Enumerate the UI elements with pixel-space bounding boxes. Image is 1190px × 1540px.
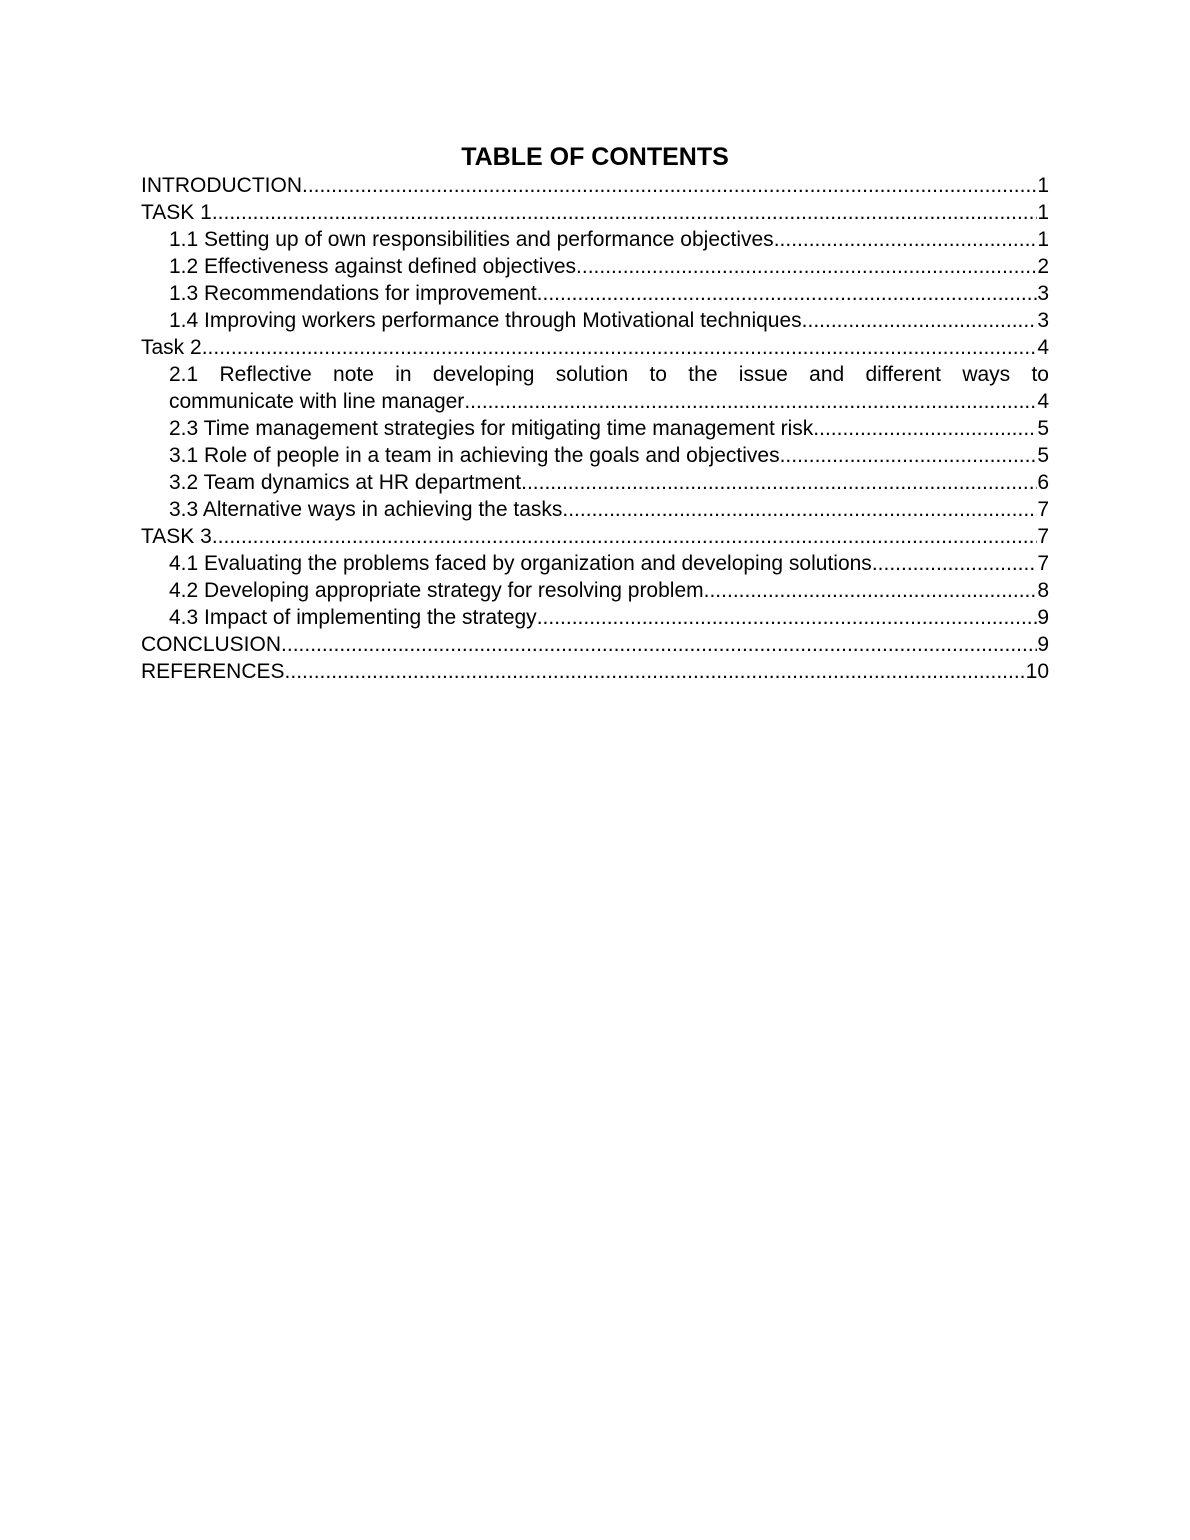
toc-dot-leader: [212, 199, 1038, 226]
toc-dot-leader: [562, 496, 1037, 523]
toc-entry-label: CONCLUSION: [141, 633, 282, 656]
toc-page-number: 8: [1037, 579, 1049, 602]
toc-entry-label-line-1: [169, 361, 1049, 388]
toc-entry-task-3[interactable]: [141, 523, 1049, 550]
toc-entry-label: 4.2 Developing appropriate strategy for resolving problem: [169, 579, 704, 602]
toc-page-number: 5: [1037, 417, 1049, 440]
toc-dot-leader: [774, 226, 1038, 253]
toc-dot-leader: [780, 442, 1038, 469]
toc-title: TABLE OF CONTENTS: [461, 143, 729, 171]
toc-entry-3-2[interactable]: [141, 469, 1049, 496]
toc-entry-4-2[interactable]: [141, 577, 1049, 604]
toc-entry-label: 4.3 Impact of implementing the strategy: [169, 606, 537, 629]
toc-entry-label: 1.3 Recommendations for improvement: [169, 282, 537, 305]
toc-entry-label-line-2: [169, 388, 1049, 415]
toc-dot-leader: [872, 550, 1038, 577]
toc-entry-label: 3.2 Team dynamics at HR department: [169, 471, 522, 494]
toc-entry-4-1[interactable]: [141, 550, 1049, 577]
toc-page-number: 3: [1037, 309, 1049, 332]
toc-page-number: 6: [1037, 471, 1049, 494]
toc-page-number: 4: [1037, 336, 1049, 359]
toc-entry-1-1[interactable]: [141, 226, 1049, 253]
toc-page-number: 5: [1037, 444, 1049, 467]
toc-entry-label: REFERENCES: [141, 660, 285, 683]
toc-dot-leader: [212, 523, 1038, 550]
toc-list: [141, 172, 1049, 685]
toc-entry-1-4[interactable]: [141, 307, 1049, 334]
toc-entry-4-3[interactable]: [141, 604, 1049, 631]
toc-entry-label: communicate with line manager: [169, 390, 465, 413]
toc-page-number: 4: [1037, 390, 1049, 413]
toc-dot-leader: [302, 172, 1037, 199]
toc-page-number: 7: [1037, 498, 1049, 521]
toc-entry-label: 1.2 Effectiveness against defined objectives: [169, 255, 577, 278]
toc-dot-leader: [576, 253, 1037, 280]
toc-entry-2-3[interactable]: [141, 415, 1049, 442]
toc-entry-1-2[interactable]: [141, 253, 1049, 280]
toc-page-number: 9: [1037, 633, 1049, 656]
toc-entry-label: 1.4 Improving workers performance through Motivational techniques: [169, 309, 802, 332]
toc-entry-label: Task 2: [141, 336, 202, 359]
toc-entry-introduction[interactable]: [141, 172, 1049, 199]
toc-entry-label: 3.1 Role of people in a team in achieving the goals and objectives: [169, 444, 780, 467]
toc-dot-leader: [537, 604, 1038, 631]
toc-dot-leader: [464, 388, 1037, 415]
toc-entry-label: TASK 3: [141, 525, 212, 548]
toc-page-number: 3: [1037, 282, 1049, 305]
toc-entry-label: 4.1 Evaluating the problems faced by organization and developing solutions: [169, 552, 872, 575]
toc-page-number: 9: [1037, 606, 1049, 629]
toc-entry-3-3[interactable]: [141, 496, 1049, 523]
toc-entry-3-1[interactable]: [141, 442, 1049, 469]
toc-entry-label: 1.1 Setting up of own responsibilities and performance objectives: [169, 228, 774, 251]
toc-dot-leader: [281, 631, 1037, 658]
toc-dot-leader: [521, 469, 1037, 496]
toc-entry-label: 3.3 Alternative ways in achieving the tasks: [169, 498, 563, 521]
toc-entry-label: INTRODUCTION: [141, 174, 302, 197]
toc-dot-leader: [537, 280, 1038, 307]
toc-dot-leader: [813, 415, 1037, 442]
toc-page-number: 1: [1037, 201, 1049, 224]
toc-page-number: 1: [1037, 174, 1049, 197]
toc-entry-task-2[interactable]: [141, 334, 1049, 361]
toc-entry-label-part: 2.1 Reflective note in developing solution to the issue and different ways to: [169, 363, 1049, 386]
toc-page-number: 1: [1037, 228, 1049, 251]
toc-page-number: 2: [1037, 255, 1049, 278]
toc-page-number: 7: [1037, 525, 1049, 548]
toc-page-number: 7: [1037, 552, 1049, 575]
toc-entry-2-1[interactable]: [141, 361, 1049, 415]
toc-entry-references[interactable]: [141, 658, 1049, 685]
toc-dot-leader: [802, 307, 1038, 334]
document-page: [141, 142, 1049, 685]
toc-page-number: 10: [1025, 660, 1049, 683]
toc-entry-label: 2.3 Time management strategies for mitigating time management risk: [169, 417, 814, 440]
toc-entry-conclusion[interactable]: [141, 631, 1049, 658]
toc-dot-leader: [202, 334, 1038, 361]
toc-entry-task-1[interactable]: [141, 199, 1049, 226]
toc-entry-1-3[interactable]: [141, 280, 1049, 307]
toc-entry-label: TASK 1: [141, 201, 212, 224]
toc-dot-leader: [285, 658, 1026, 685]
toc-dot-leader: [704, 577, 1038, 604]
